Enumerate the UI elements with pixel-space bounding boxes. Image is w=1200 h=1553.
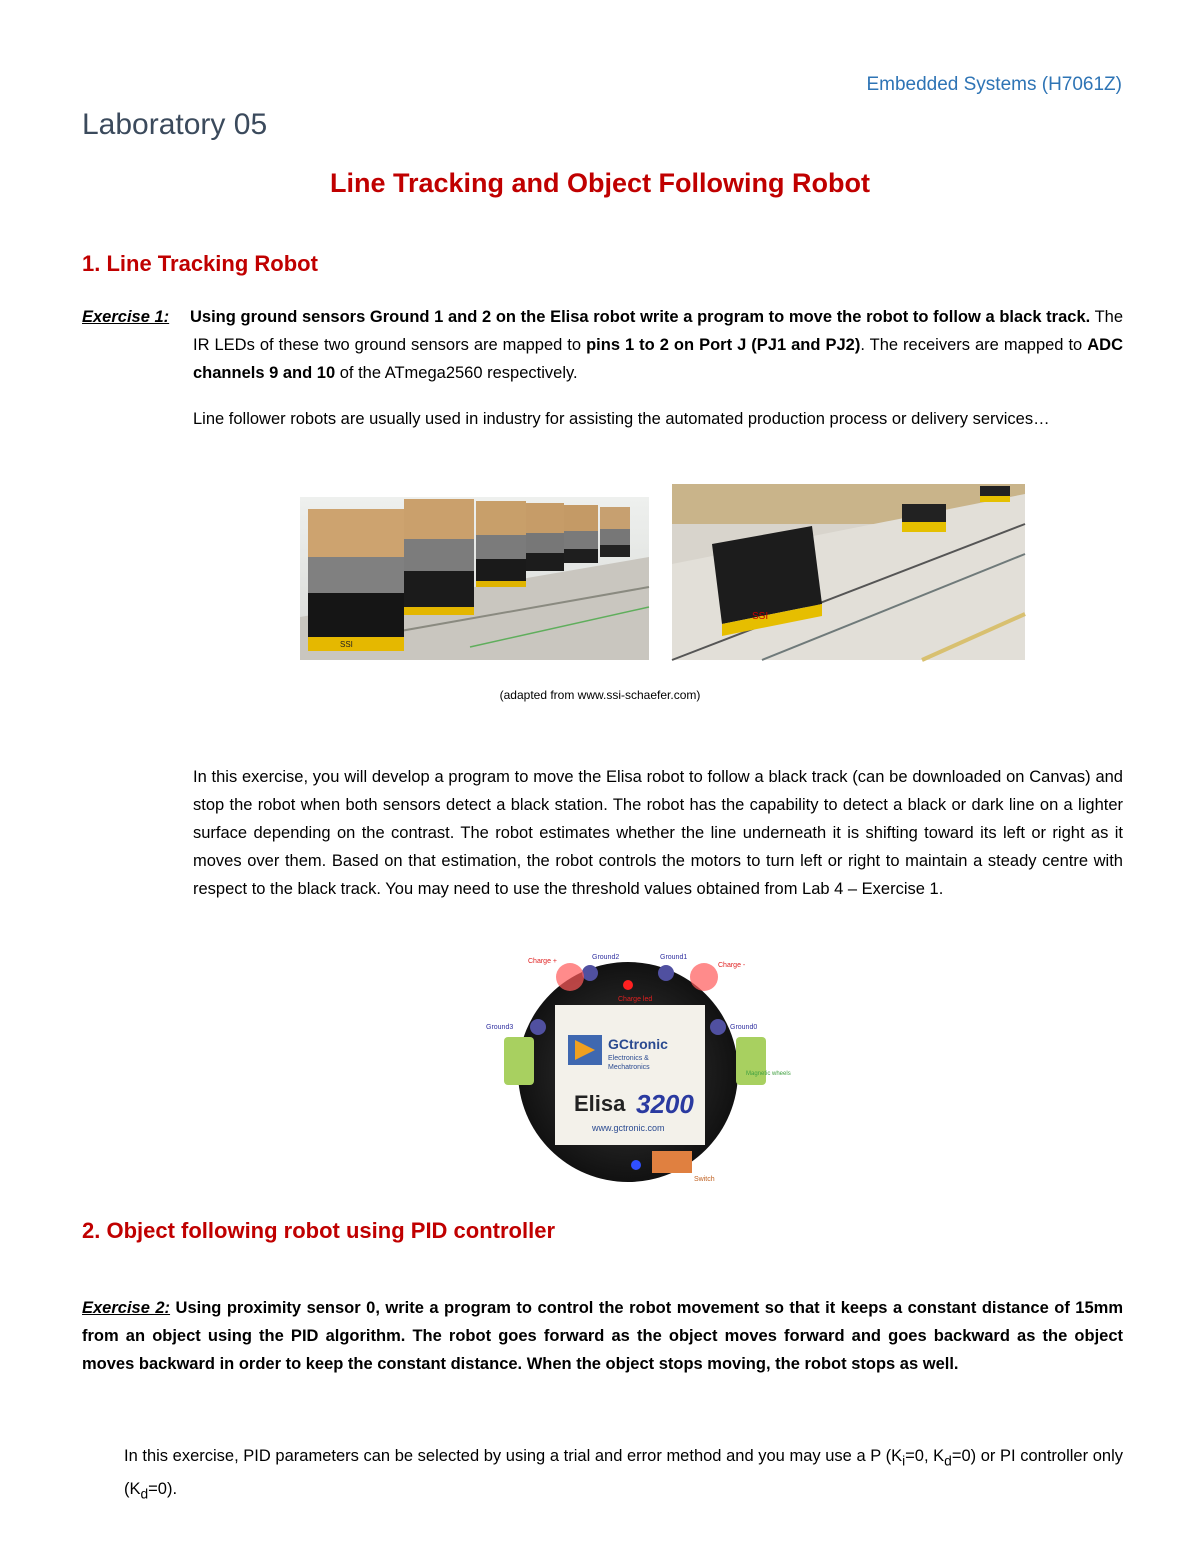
exercise-1-description: In this exercise, you will develop a program to move the Elisa robot to follow a black track (can be downloaded on Canvas) and stop the robot when both sensors detect a black station. The robot has the capability to detect a black or dark line on a lighter surface depending on the contrast. The robot estimates whether the line underneath it is shifting toward its left or right as it moves over them. Based on that estimation, the robot controls the motors to turn left or right to maintain a steady centre with respect to the black track. You may need to use the threshold values obtained from Lab 4 – Exercise 1. — [193, 768, 1123, 898]
exercise-1-paragraph: Using ground sensors Ground 1 and 2 on the Elisa robot write a program to move the robot to follow a black track. The IR LEDs of these two ground sensors are mapped to pins 1 to 2 on Port J (PJ1 and PJ2). The receivers are mapped to ADC channels 9 and 10 of the ATmega2560 respectively. — [190, 308, 1124, 382]
label-ground3: Ground3 — [486, 1024, 514, 1031]
section-2-heading: 2. Object following robot using PID controller — [82, 1218, 556, 1243]
robot-brand: GCtronic — [608, 1036, 668, 1052]
exercise-1-label: Exercise 1: — [82, 308, 170, 326]
section-1-heading: 1. Line Tracking Robot — [82, 251, 318, 276]
warehouse-robots-photo — [300, 497, 649, 660]
robot-brand-sub2: Mechatronics — [608, 1064, 650, 1071]
elisa-robot-diagram — [480, 945, 791, 1190]
lab-title: Laboratory 05 — [82, 108, 268, 141]
robot-brand-label-2: SSI — [752, 611, 769, 622]
robot-brand-label: SSI — [340, 640, 353, 649]
photo-caption: (adapted from www.ssi-schaefer.com) — [499, 688, 701, 702]
label-switch: Switch — [694, 1176, 715, 1183]
exercise-2-pid-note: In this exercise, PID parameters can be selected by using a trial and error method and you may use a P ($K_i=0$, $K_d=0$) or PI controller only $(K_d=0)$. — [124, 1447, 1123, 1502]
robot-model-name: Elisa — [574, 1091, 626, 1116]
label-ground2: Ground2 — [592, 954, 620, 961]
label-ground0: Ground0 — [730, 1024, 758, 1031]
robot-brand-sub1: Electronics & — [608, 1055, 649, 1062]
course-title: Embedded Systems (H7061Z) — [866, 74, 1122, 95]
document-title: Line Tracking and Object Following Robot — [329, 168, 870, 198]
robot-url: www.gctronic.com — [592, 1123, 665, 1133]
label-charge-plus: Charge + — [528, 958, 557, 965]
label-magnetic-wheels: Magnetic wheels — [746, 1071, 791, 1077]
label-charge-minus: Charge - — [718, 962, 746, 969]
exercise-2-paragraph: Exercise 2: Using proximity sensor 0, write a program to control the robot movement so that it keeps a constant distance of 15mm from an object using the PID algorithm. The robot goes forward as the object moves forward and goes backward as the object moves backward in order to keep the constant distance. When the object stops moving, the robot stops as well. — [82, 1299, 1123, 1373]
robot-model-number: 3200 — [636, 1089, 694, 1119]
label-ground1: Ground1 — [660, 954, 688, 961]
line-follower-paragraph: Line follower robots are usually used in industry for assisting the automated production process or delivery services… — [193, 410, 1050, 428]
line-track-robot-photo — [672, 484, 1025, 660]
label-charge-led: Charge led — [618, 996, 653, 1003]
